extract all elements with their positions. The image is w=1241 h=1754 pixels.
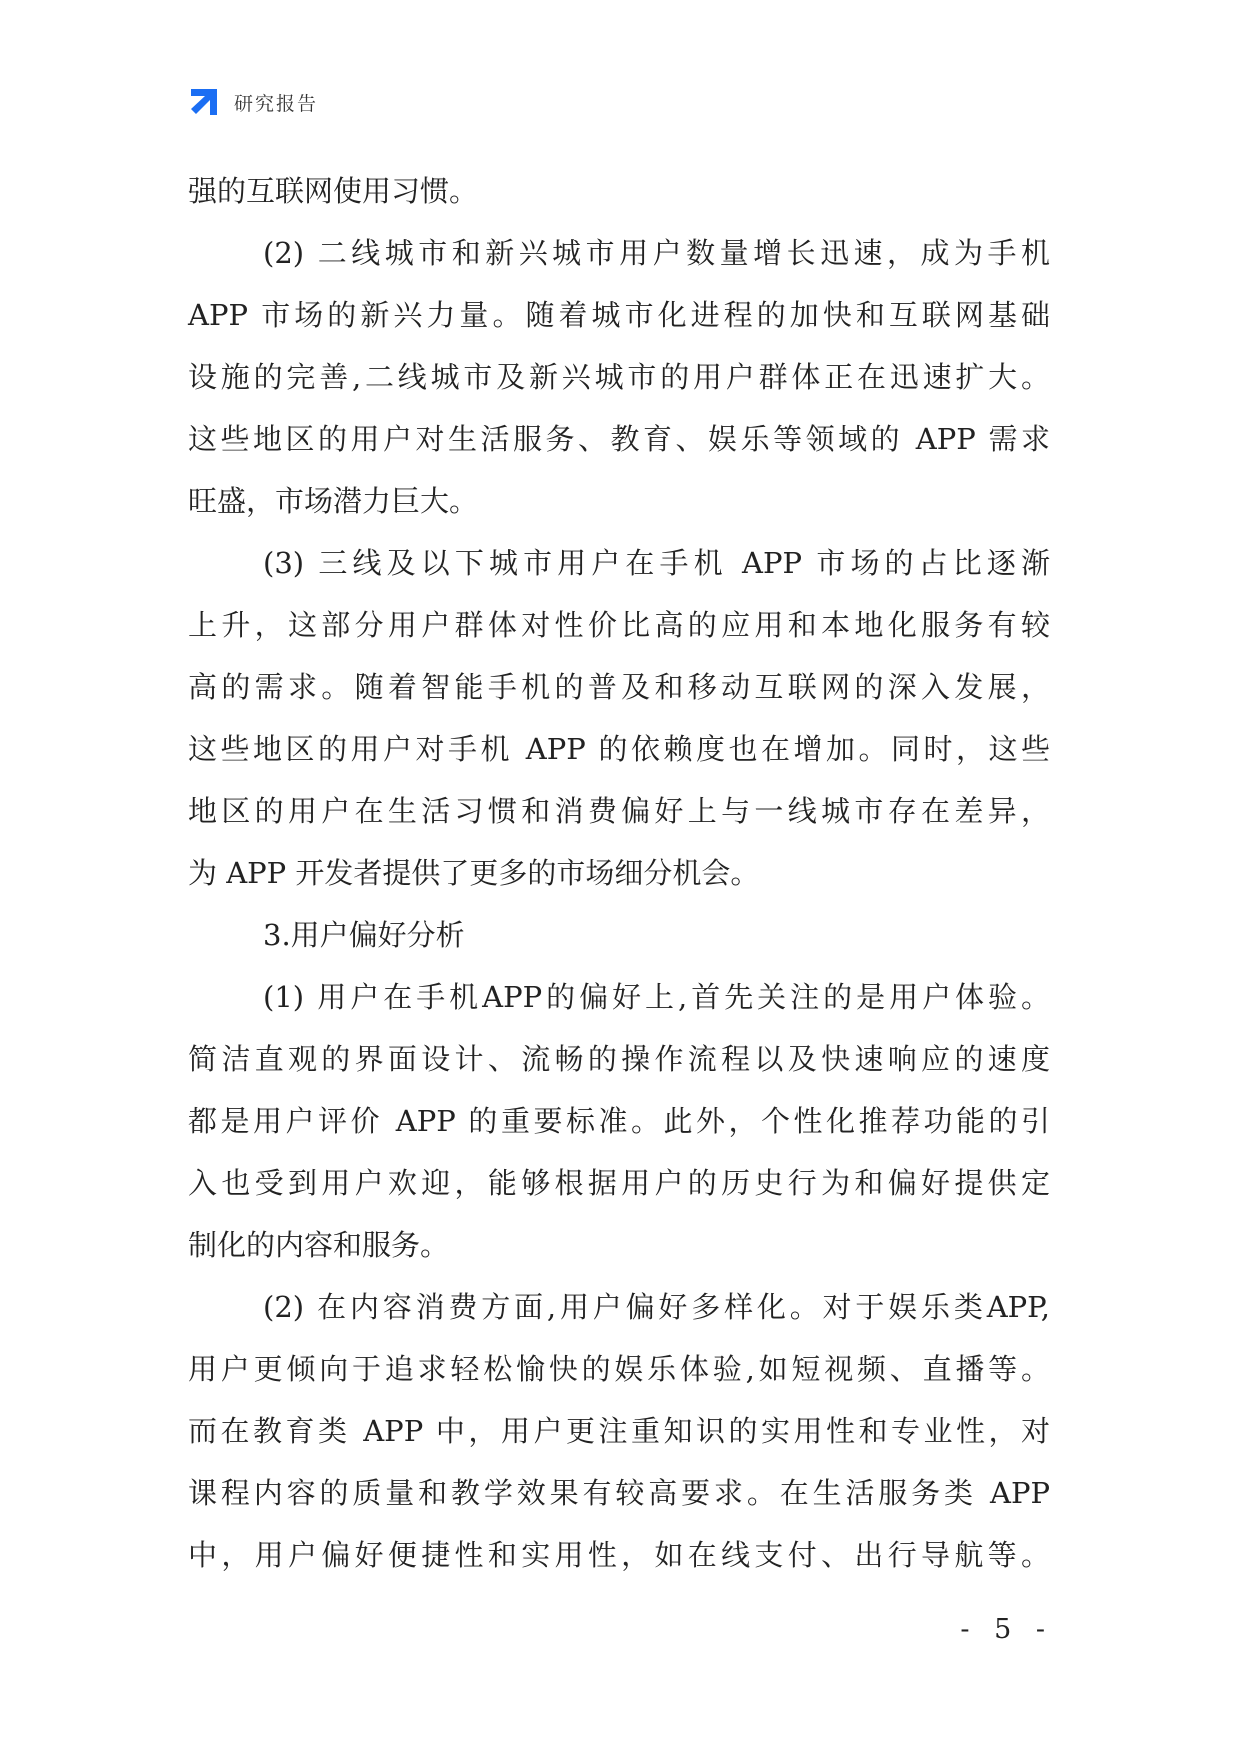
text-line: (2) 二线城市和新兴城市用户数量增长迅速，成为手机 (263, 236, 1050, 270)
text-line: 课程内容的质量和教学效果有较高要求。在生活服务类 APP (188, 1476, 1050, 1510)
arrow-up-right-icon (188, 86, 220, 118)
text-line: 入也受到用户欢迎，能够根据用户的历史行为和偏好提供定 (188, 1166, 1050, 1200)
text-line: 上升，这部分用户群体对性价比高的应用和本地化服务有较 (188, 608, 1050, 642)
text-line: 这些地区的用户对生活服务、教育、娱乐等领域的 APP 需求 (188, 422, 1050, 456)
section-heading: 3.用户偏好分析 (263, 918, 465, 952)
text-line: 地区的用户在生活习惯和消费偏好上与一线城市存在差异， (188, 794, 1050, 828)
header-title: 研究报告 (234, 92, 319, 115)
text-line: 而在教育类 APP 中，用户更注重知识的实用性和专业性，对 (188, 1414, 1050, 1448)
text-line: (2) 在内容消费方面,用户偏好多样化。对于娱乐类APP, (263, 1290, 1050, 1324)
text-line: 简洁直观的界面设计、流畅的操作流程以及快速响应的速度 (188, 1042, 1050, 1076)
text-line: (1) 用户在手机APP的偏好上,首先关注的是用户体验。 (263, 980, 1050, 1014)
text-line: 都是用户评价 APP 的重要标准。此外，个性化推荐功能的引 (188, 1104, 1050, 1138)
text-line: 高的需求。随着智能手机的普及和移动互联网的深入发展， (188, 670, 1050, 704)
text-line: 设施的完善,二线城市及新兴城市的用户群体正在迅速扩大。 (188, 360, 1050, 394)
page-header (188, 86, 318, 118)
page-number: - 5 - (960, 1614, 1053, 1645)
text-line: 旺盛，市场潜力巨大。 (188, 484, 479, 518)
text-line: 中，用户偏好便捷性和实用性，如在线支付、出行导航等。 (188, 1538, 1050, 1572)
text-line: 强的互联网使用习惯。 (188, 174, 479, 208)
text-line: 制化的内容和服务。 (188, 1228, 450, 1262)
text-line: (3) 三线及以下城市用户在手机 APP 市场的占比逐渐 (263, 546, 1050, 580)
document-body (188, 160, 1050, 1586)
text-line: 为 APP 开发者提供了更多的市场细分机会。 (188, 856, 760, 890)
text-line: 这些地区的用户对手机 APP 的依赖度也在增加。同时，这些 (188, 732, 1050, 766)
text-line: APP 市场的新兴力量。随着城市化进程的加快和互联网基础 (188, 298, 1050, 332)
text-line: 用户更倾向于追求轻松愉快的娱乐体验,如短视频、直播等。 (188, 1352, 1050, 1386)
